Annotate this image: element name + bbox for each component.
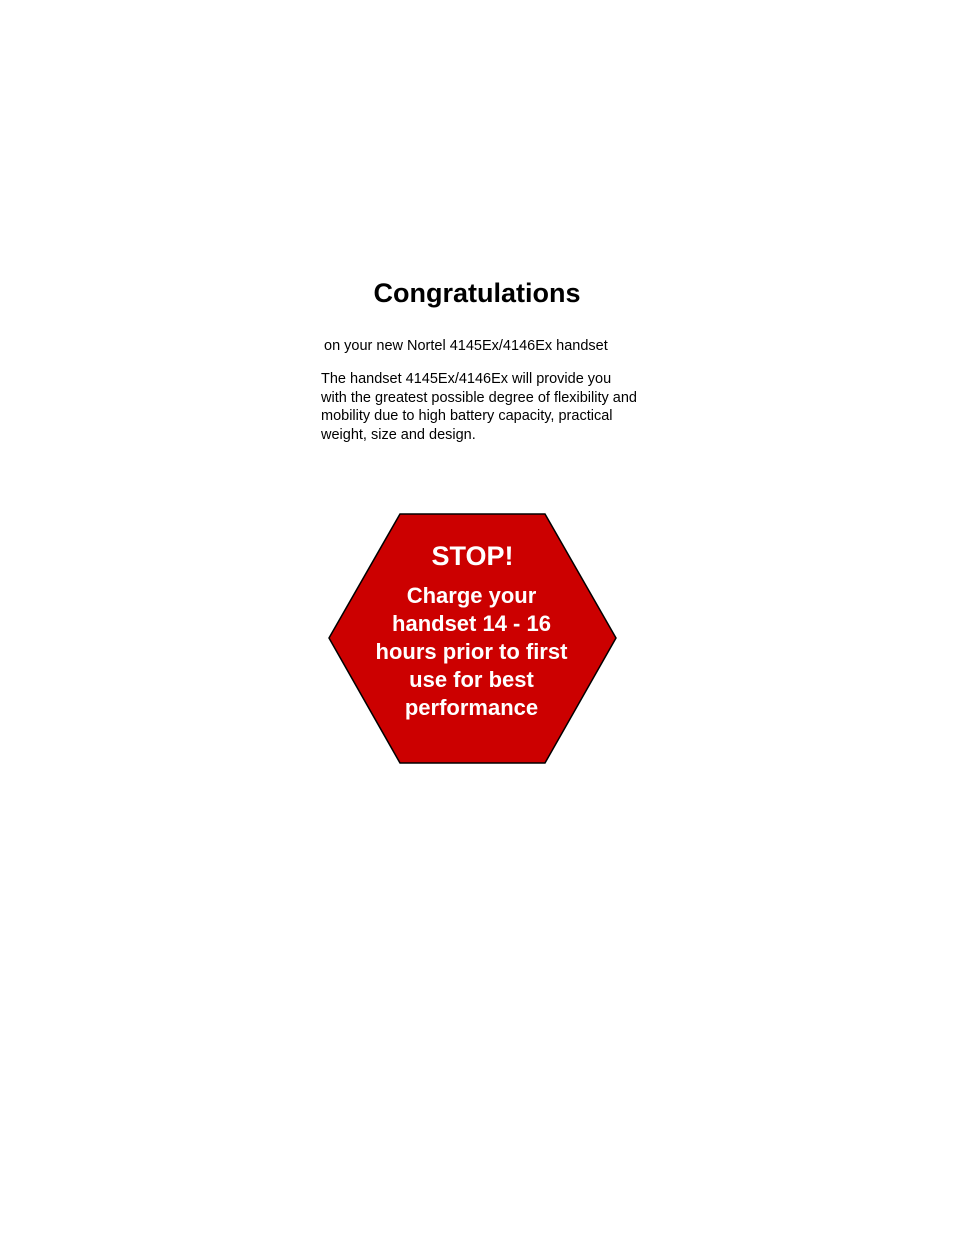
warning-title: STOP! [431,541,514,571]
stop-warning-sign [326,512,619,766]
page-subtitle: on your new Nortel 4145Ex/4146Ex handset [324,338,608,354]
warning-message: Charge your handset 14 - 16 hours prior to first use for best performance [375,583,568,720]
page-heading: Congratulations [373,278,581,308]
intro-paragraph: The handset 4145Ex/4146Ex will provide you with the greatest possible degree of flexibility and mobility due to high battery capacity, practical weight, size and design. [321,371,637,444]
